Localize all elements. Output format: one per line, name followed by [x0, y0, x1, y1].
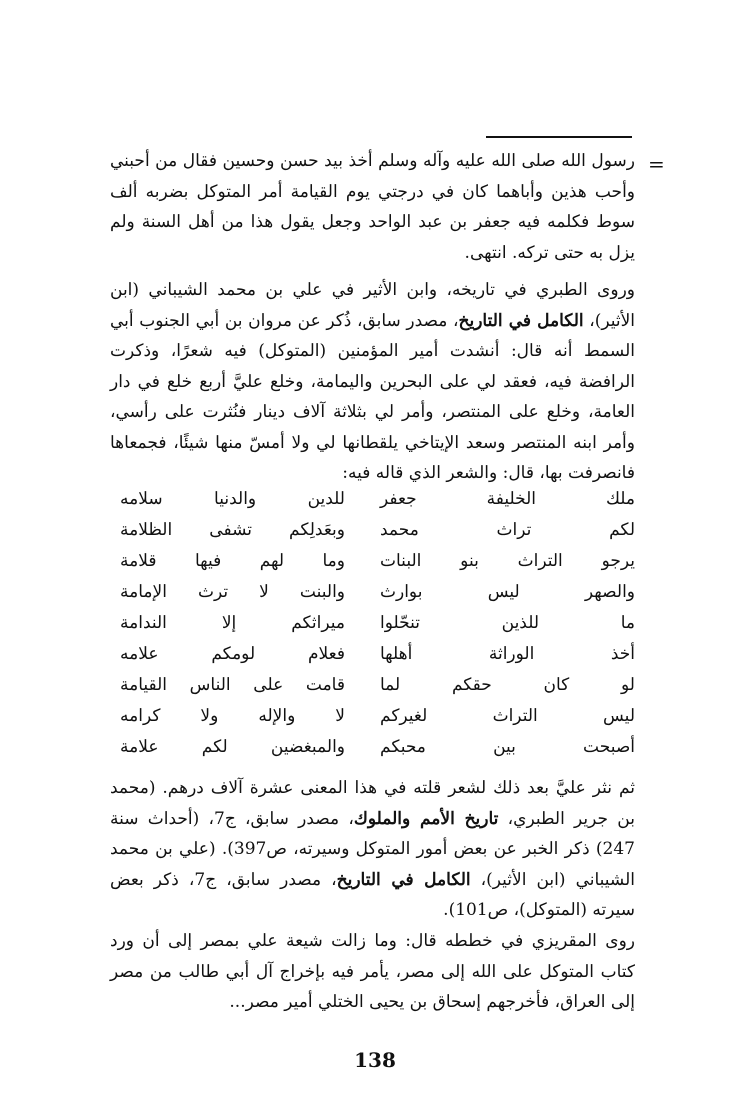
hemistich-first: ليس التراث لغيركم	[380, 705, 635, 726]
hemistich-second: والبنت لا ترث الإمامة	[120, 581, 345, 602]
hemistich-first: ما للذين تنحّلوا	[380, 612, 635, 633]
hemistich-first: يرجو التراث بنو البنات	[380, 550, 635, 571]
verse	[110, 638, 635, 669]
hemistich-first: أخذ الوراثة أهلها	[380, 643, 635, 664]
verse	[110, 514, 635, 545]
verse	[110, 576, 635, 607]
footnote-rule	[486, 136, 632, 138]
hemistich-first: لو كان حقكم لما	[380, 674, 635, 695]
hemistich-first: والصهر ليس بوارث	[380, 581, 635, 602]
book-title-kamil: الكامل في التاريخ	[336, 869, 471, 890]
verse	[110, 700, 635, 731]
text-run: ، مصدر سابق، ج7، ذكر بعض سيرته (المتوكل)، ص101).	[110, 869, 635, 920]
hemistich-second: وبعَدلِكم تشفى الظلامة	[120, 519, 345, 540]
page-number: 138	[354, 1048, 396, 1072]
verse	[110, 607, 635, 638]
hemistich-second: فعلام لومكم علامه	[120, 643, 345, 664]
hemistich-first: أصبحت بين محبكم	[380, 736, 635, 757]
paragraph-tabari-narration	[110, 275, 635, 489]
poem	[110, 483, 635, 762]
book-title-tarikh: تاريخ الأمم والملوك	[353, 808, 499, 829]
text-run: ، مصدر سابق، ج7، (أحداث سنة 247) ذكر الخبر عن بعض أمور المتوكل وسيرته، ص397). (علي بن محمد الشيباني (ابن الأثير)،	[110, 808, 635, 890]
verse	[110, 483, 635, 514]
verse	[110, 731, 635, 762]
footnote-continuation-marker: =	[648, 152, 665, 176]
verse	[110, 545, 635, 576]
hemistich-second: للدين والدنيا سلامه	[120, 488, 345, 509]
hemistich-second: ميراثكم إلا الندامة	[120, 612, 345, 633]
hemistich-first: لكم تراث محمد	[380, 519, 635, 540]
hemistich-second: وما لهم فيها قلامة	[120, 550, 345, 571]
hemistich-second: لا والإله ولا كرامه	[120, 705, 345, 726]
text-run: ثم نثر عليَّ بعد ذلك لشعر قلته في هذا المعنى عشرة آلاف درهم. (محمد بن جرير الطبري،	[110, 778, 635, 829]
hemistich-first: ملك الخليفة جعفر	[380, 488, 635, 509]
text-run: ، مصدر سابق، ذُكر عن مروان بن أبي الجنوب أبي السمط أنه قال: أنشدت أمير المؤمنين (المتوكل) فيه شعرًا، وذكرت الرافضة فيه، فعقد لي على البحرين واليمامة، وخلع عليَّ أربع خلع في دار العامة، وخلع على المنتصر، وأمر لي بثلاثة آلاف دينار فنُثرت على رأسي، وأمر ابنه المنتصر وسعد الإيتاخي يلقطانها لي ولا أمسّ منها شيئًا، فجمعاها فانصرفت بها، قال: والشعر الذي قاله فيه:	[110, 310, 635, 483]
hemistich-second: قامت على الناس القيامة	[120, 674, 345, 695]
hemistich-second: والمبغضين لكم علامة	[120, 736, 345, 757]
paragraph-maqrizi: روى المقريزي في خططه قال: وما زالت شيعة علي بمصر إلى أن ورد كتاب المتوكل على الله إلى مصر، يأمر فيه بإخراج آل أبي طالب من مصر إلى العراق، فأخرجهم إسحاق بن يحيى الختلي أمير مصر...	[110, 931, 635, 1012]
paragraph-hadith: رسول الله صلى الله عليه وآله وسلم أخذ بيد حسن وحسين فقال من أحبني وأحب هذين وأباهما كان في درجتي يوم القيامة أمر المتوكل بضربه ألف سوط فكلمه فيه جعفر بن عبد الواحد وجعل يقول هذا من أهل السنة ولم يزل به حتى تركه. انتهى.	[110, 151, 635, 263]
book-title-kamil: الكامل في التاريخ	[458, 310, 584, 331]
verse	[110, 669, 635, 700]
paragraph-citations	[110, 773, 635, 926]
text-run: وروى الطبري في تاريخه، وابن الأثير في علي بن محمد الشيباني (ابن الأثير)،	[110, 280, 635, 331]
